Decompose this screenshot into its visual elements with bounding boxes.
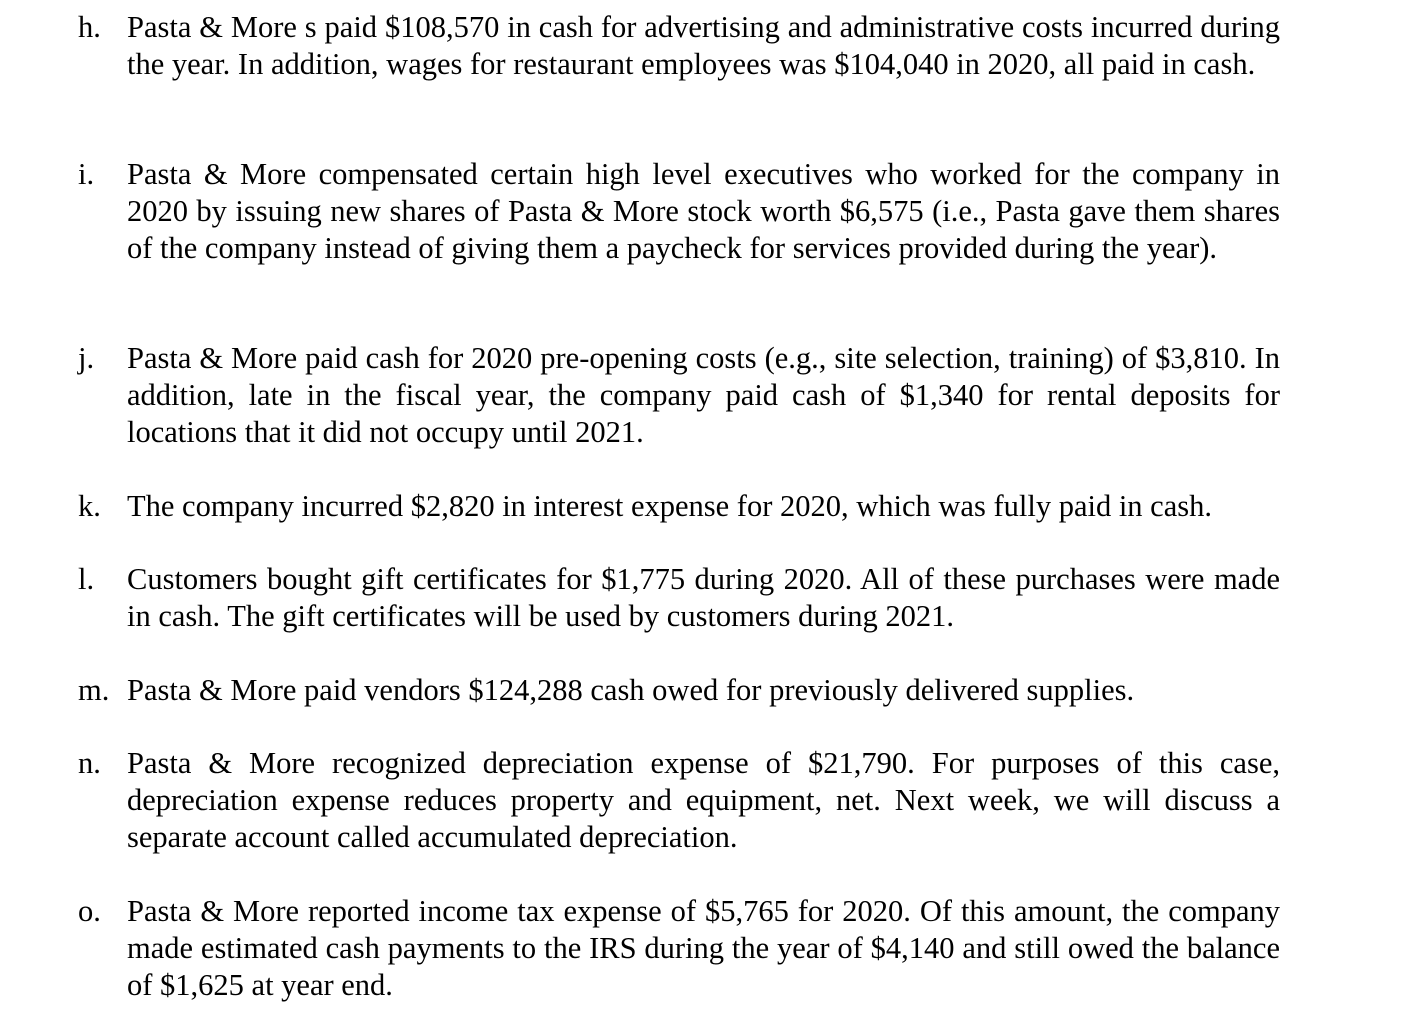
item-marker: h.	[78, 10, 101, 44]
item-marker: m.	[78, 673, 110, 707]
item-marker: i.	[78, 157, 95, 191]
item-text: Pasta & More s paid $108,570 in cash for advertising and administrative costs incurred during the year. In addition, wages for restaurant employees was $104,040 in 2020, all paid in cash.	[127, 10, 1280, 81]
item-marker: n.	[78, 746, 101, 780]
item-text: The company incurred $2,820 in interest expense for 2020, which was fully paid in cash.	[127, 489, 1212, 523]
item-text: Pasta & More reported income tax expense of $5,765 for 2020. Of this amount, the company made estimated cash payments to the IRS during the year of $4,140 and still owed the balance of $1,625 at year end.	[127, 894, 1280, 1002]
list-item-o	[78, 893, 1280, 1004]
item-text: Pasta & More recognized depreciation expense of $21,790. For purposes of this case, depreciation expense reduces property and equipment, net. Next week, we will discuss a separate account called accumulated depreciation.	[127, 746, 1280, 854]
item-marker: j.	[78, 341, 95, 375]
item-text: Pasta & More compensated certain high level executives who worked for the company in 2020 by issuing new shares of Pasta & More stock worth $6,575 (i.e., Pasta gave them shares of the company instead of giving them a paycheck for services provided during the year).	[127, 157, 1280, 265]
item-text: Pasta & More paid cash for 2020 pre-opening costs (e.g., site selection, training) of $3,810. In addition, late in the fiscal year, the company paid cash of $1,340 for rental deposits for locations that it did not occupy until 2021.	[127, 341, 1280, 449]
list-item-h	[78, 9, 1280, 83]
list-item-j	[78, 340, 1280, 451]
list-item-i	[78, 156, 1280, 267]
item-marker: o.	[78, 894, 101, 928]
item-text: Customers bought gift certificates for $1,775 during 2020. All of these purchases were made in cash. The gift certificates will be used by customers during 2021.	[127, 562, 1280, 633]
item-text: Pasta & More paid vendors $124,288 cash owed for previously delivered supplies.	[127, 673, 1135, 707]
item-marker: k.	[78, 489, 101, 523]
item-marker: l.	[78, 562, 95, 596]
list-item-m	[78, 672, 1280, 709]
list-item-n	[78, 745, 1280, 856]
list-item-l	[78, 561, 1280, 635]
list-item-k	[78, 488, 1280, 525]
